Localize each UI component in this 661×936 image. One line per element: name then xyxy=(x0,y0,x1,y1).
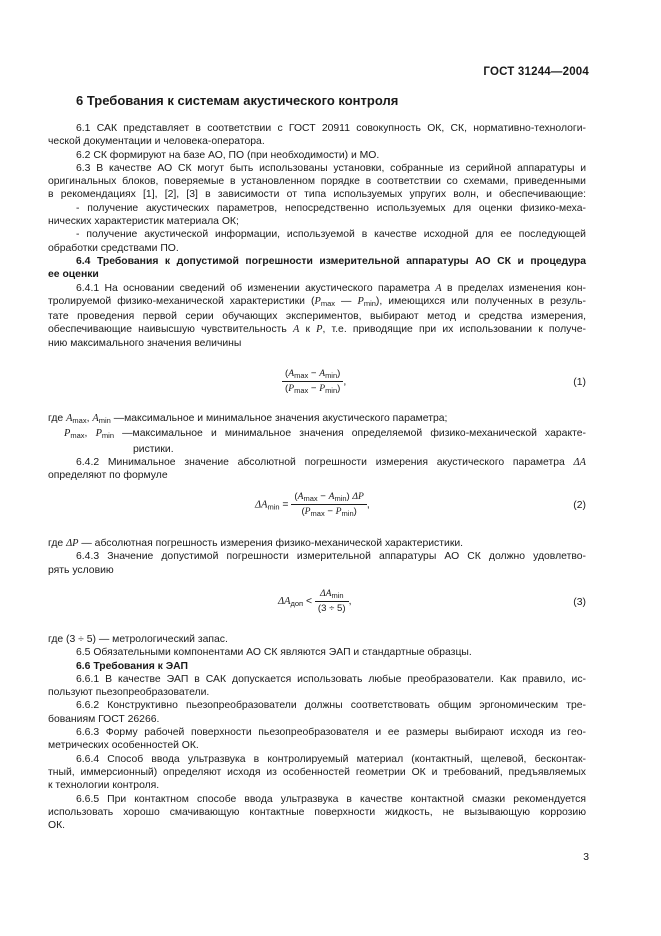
section-body-top xyxy=(48,122,586,350)
heading-6-4b: ее оценки xyxy=(48,269,99,281)
para-6-4-3b: рять условию xyxy=(48,564,114,576)
para-6-6-5a: 6.6.5 При контактном способе ввода ультразвука в качестве контактной смазки рекомендуется xyxy=(76,793,586,805)
para-6-2: 6.2 СК формируют на базе АО, ПО (при необходимости) и МО. xyxy=(76,149,380,161)
heading-6-4a: 6.4 Требования к допустимой погрешности измерительной аппаратуры АО СК и процедура xyxy=(76,255,586,267)
para-6-6-5c: ОК. xyxy=(48,820,66,832)
formula-1-number: (1) xyxy=(573,377,586,388)
page-number: 3 xyxy=(583,852,589,863)
para-6-6-3b: метрических особенностей ОК. xyxy=(48,740,199,752)
formula-3: $\Delta A_{доп}$ < $\frac{\Delta A_{min}}{(3 \div 5)}$ , xyxy=(278,588,352,614)
para-6-6-1a: 6.6.1 В качестве ЭАП в САК допускается использовать любые преобразователи. Как правило, ис- xyxy=(76,673,586,685)
para-6-4-2a: 6.4.2 Минимальное значение абсолютной погрешности измерения акустического параметра ΔA xyxy=(76,456,586,468)
legend-1b: $P_{max}$, $P_{min}$ —максимальное и минимальное значения определяемой физико-механической характе- xyxy=(64,428,586,441)
legend-1a: где $A_{max}$, $A_{min}$ —максимальное и минимальное значения акустического параметра; xyxy=(48,413,448,425)
bullet-1a: - получение акустических параметров, непосредственно используемых для оценки физико-меха- xyxy=(76,202,586,214)
para-6-4-1e: нию максимального значения величины xyxy=(48,337,242,349)
para-6-6-1b: пользуют пьезопреобразователи. xyxy=(48,687,210,699)
bullet-2a: - получение акустической информации, используемой в качестве исходной для ее последующей xyxy=(76,229,586,241)
para-6-6-3a: 6.6.3 Форму рабочей поверхности пьезопреобразователя и ее размеры выбирают исходя из гео- xyxy=(76,727,586,739)
bullet-1b: нических характеристик материала ОК; xyxy=(48,216,239,228)
para-6-4-1b: тролируемой физико-механической характеристики ($P_{max}$ — $P_{min}$), имеющихся или полученных в резуль- xyxy=(48,295,587,308)
para-6-3c: в рекомендациях [1], [2], [3] в зависимости от типа используемых упругих волн, и обеспечивающие: xyxy=(48,189,586,201)
formula-2: $\Delta A_{min}$ = $\frac{(A_{max} - A_{min}) \Delta P}{(P_{max} - P_{min})}$ , xyxy=(255,491,370,518)
para-6-4-1d: обеспечивающие наивысшую чувствительность A к P, т.е. приводящие при их использовании к получе- xyxy=(48,324,586,336)
bullet-2b: обработки средствами ПО. xyxy=(48,242,179,254)
formula-1-legend xyxy=(48,412,586,482)
formula-2-number: (2) xyxy=(573,500,586,511)
para-6-4-3a: 6.4.3 Значение допустимой погрешности измерительной аппаратуры АО СК должно удовлетво- xyxy=(76,551,586,563)
formula-2-legend xyxy=(48,537,586,577)
para-6-6-5b: использовать хорошо смачивающую контактные поверхности жидкость, не вызывающую коррозию xyxy=(48,806,586,818)
formula-1: $\frac{(A_{max} - A_{min})}{(P_{max} - P_{min})}$ , xyxy=(282,368,346,395)
section-title: 6 Требования к системам акустического контроля xyxy=(76,93,399,108)
para-6-1b: ческой документации и человека-оператора. xyxy=(48,136,265,148)
para-6-3b: оригинальных блоков, поверяемые в установленном порядке в соответствии со схемами, приведенными xyxy=(48,176,586,188)
para-6-3a: 6.3 В качестве АО СК могут быть использованы установки, собранные из серийной аппаратуры и xyxy=(76,162,586,174)
para-6-6-4c: к технологии контроля. xyxy=(48,780,160,792)
para-6-4-1c: тате проведения первой серии обучающих экспериментов, выбирают метод и средства измерения, xyxy=(48,311,586,323)
legend-2: где ΔP — абсолютная погрешность измерения физико-механической характеристики. xyxy=(48,538,464,549)
para-6-6-2a: 6.6.2 Конструктивно пьезопреобразователи должны соответствовать общим эргономическим тре- xyxy=(76,700,586,712)
legend-1c: ристики. xyxy=(133,443,174,455)
para-6-6-4b: тный, иммерсионный) определяют исходя из особенностей геометрии ОК и требований, предъявляемых xyxy=(48,766,586,778)
para-6-6-4a: 6.6.4 Способ ввода ультразвука в контролируемый материал (контактный, щелевой, бесконтак- xyxy=(76,753,586,765)
para-6-1a: 6.1 САК представляет в соответствии с ГОСТ 20911 совокупность ОК, СК, нормативно-технологи- xyxy=(76,123,586,134)
para-6-4-2b: определяют по формуле xyxy=(48,470,168,482)
formula-3-number: (3) xyxy=(573,597,586,608)
para-6-5: 6.5 Обязательными компонентами АО СК являются ЭАП и стандартные образцы. xyxy=(76,647,472,659)
para-6-6-2b: бованиям ГОСТ 26266. xyxy=(48,713,160,725)
legend-3: где (3 ÷ 5) — метрологический запас. xyxy=(48,634,228,645)
heading-6-6: 6.6 Требования к ЭАП xyxy=(76,660,188,672)
section-body-bottom xyxy=(48,633,586,832)
para-6-4-1a: 6.4.1 На основании сведений об изменении акустического параметра A в пределах изменения кон- xyxy=(76,282,586,294)
document-id-header: ГОСТ 31244—2004 xyxy=(483,66,589,78)
